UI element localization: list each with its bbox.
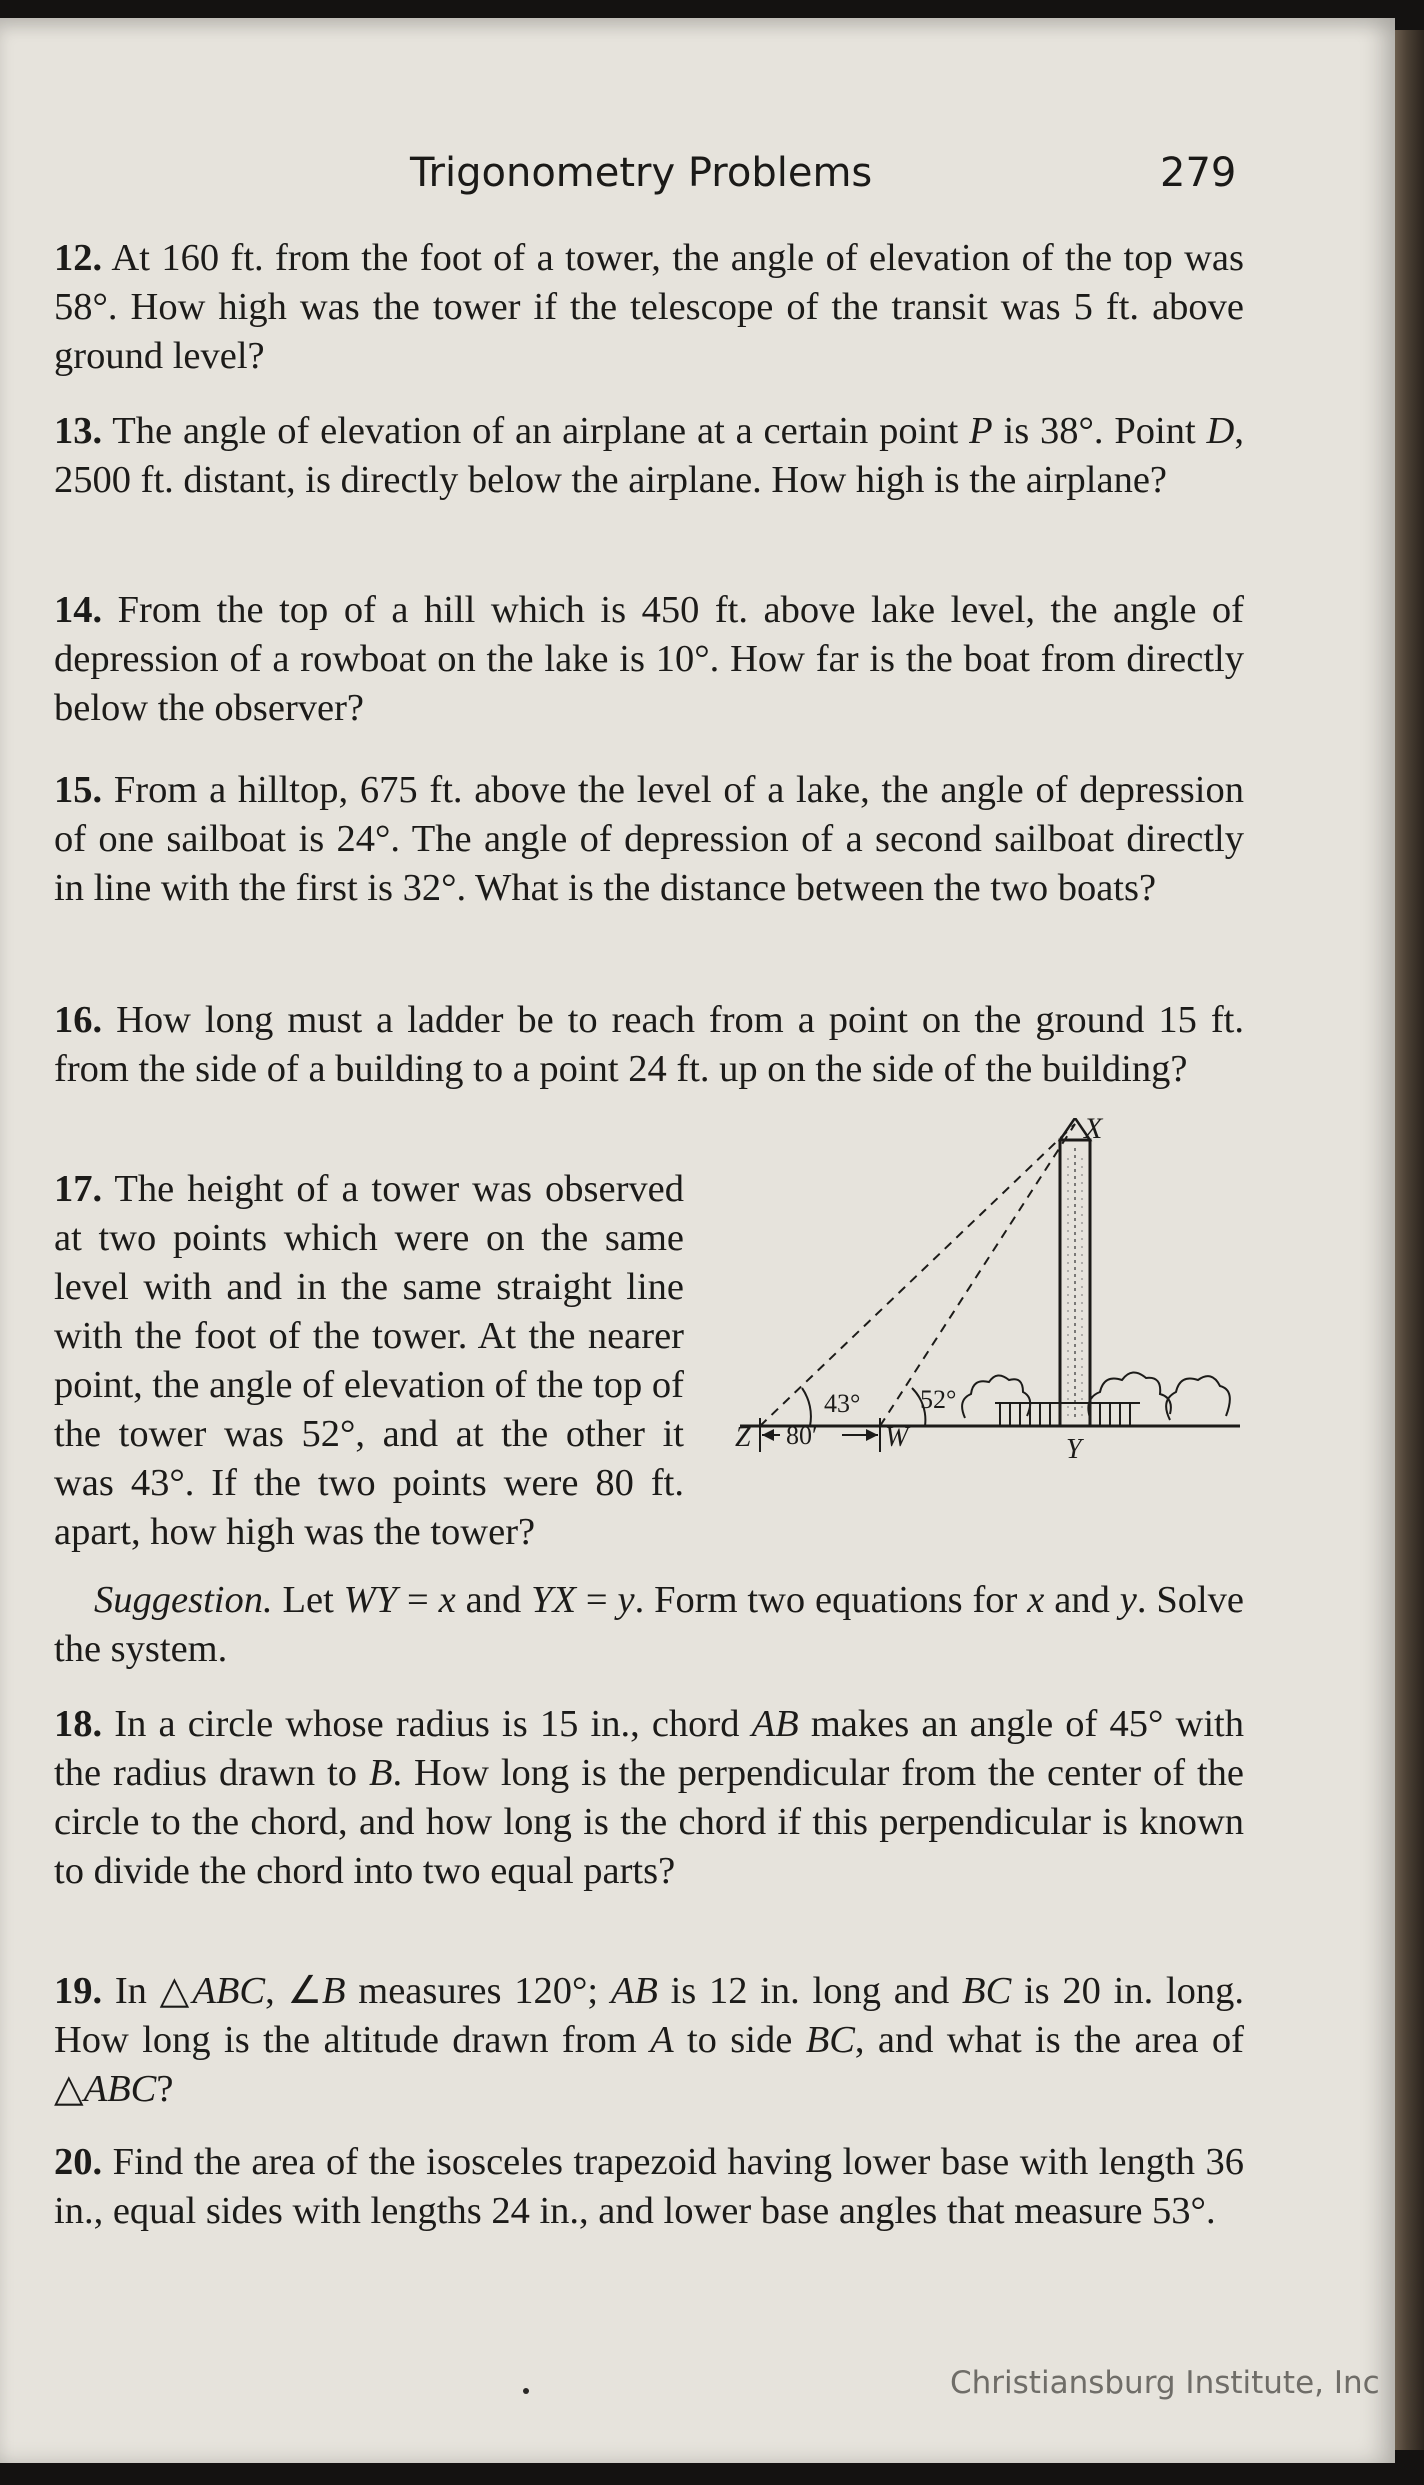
problem-number: 19. [54,1970,103,2012]
problem-12 [54,234,1244,381]
problem-text: The height of a tower was observed at two points which were on the same level with and in the same straight line with the foot of the tower. At the nearer point, the angle of elevation of the top of the tower was 52°, and at the other it was 43°. If the two points were 80 ft. apart, how high was the tower? [54,1168,684,1553]
label-w: W [885,1422,909,1453]
label-angle-near: 52° [920,1385,957,1414]
problem-15 [54,766,1244,913]
shrub-far-right [1166,1376,1230,1420]
problem-text: From a hilltop, 675 ft. above the level of a lake, the angle of depression of one sailboat is 24°. The angle of depression of a second sailboat directly in line with the first is 32°. What is the distance between the two boats? [54,769,1244,909]
page-number: 279 [1160,150,1237,196]
sight-line-far [760,1124,1075,1426]
problem-number: 20. [54,2141,103,2183]
problem-number: 16. [54,999,103,1041]
problem-text: How long must a ladder be to reach from a point on the ground 15 ft. from the side of a building to a point 24 ft. up on the side of the building? [54,999,1244,1090]
book-page-edge [1395,30,1424,2450]
problem-number: 14. [54,589,103,631]
problem-number: 17. [54,1168,103,1210]
suggestion-label: Suggestion. [94,1579,273,1621]
problem-13: 13. The angle of elevation of an airplane at a certain point P is 38°. Point D, 2500 ft. distant, is directly below the airplane. How high is the airplane? [54,410,1244,501]
problem-20 [54,2138,1244,2236]
problem-number: 13. [54,410,103,452]
page-header [0,150,1395,210]
running-title: Trigonometry Problems [410,150,873,196]
problem-14 [54,586,1244,733]
problem-text: Find the area of the isosceles trapezoid having lower base with length 36 in., equal sides with lengths 24 in., and lower base angles that measure 53°. [54,2141,1245,2232]
label-y: Y [1066,1434,1082,1465]
problem-number: 15. [54,769,103,811]
label-z: Z [735,1422,751,1453]
problem-text: At 160 ft. from the foot of a tower, the angle of elevation of the top was 58°. How high was the tower if the telescope of the transit was 5 ft. above ground level? [54,237,1244,377]
sight-line-near [880,1124,1075,1426]
label-angle-far: 43° [824,1389,861,1418]
label-distance: 80′ [786,1421,818,1450]
watermark: Christiansburg Institute, Inc [950,2365,1380,2401]
problem-text: From the top of a hill which is 450 ft. above lake level, the angle of depression of a rowboat on the lake is 10°. How far is the boat from directly below the observer? [54,589,1245,729]
problem-18: 18. In a circle whose radius is 15 in., chord AB makes an angle of 45° with the radius drawn to B. How long is the perpendicular from the center of the circle to the chord, and how long is the chord if this perpendicular is known to divide the chord into two equal parts? [54,1703,1244,1892]
problem-16 [54,996,1244,1094]
problem-number: 12. [54,237,103,279]
problem-number: 18. [54,1703,103,1745]
tower-diagram [730,1118,1250,1486]
problem-19: 19. In △ABC, ∠B measures 120°; AB is 12 in. long and BC is 20 in. long. How long is the altitude drawn from A to side BC, and what is the area of △ABC? [54,1970,1245,2110]
suggestion: Suggestion. Let WY = x and YX = y. Form two equations for x and y. Solve the system. [54,1579,1245,1670]
label-x: X [1084,1118,1103,1145]
page-dot [523,2388,529,2394]
